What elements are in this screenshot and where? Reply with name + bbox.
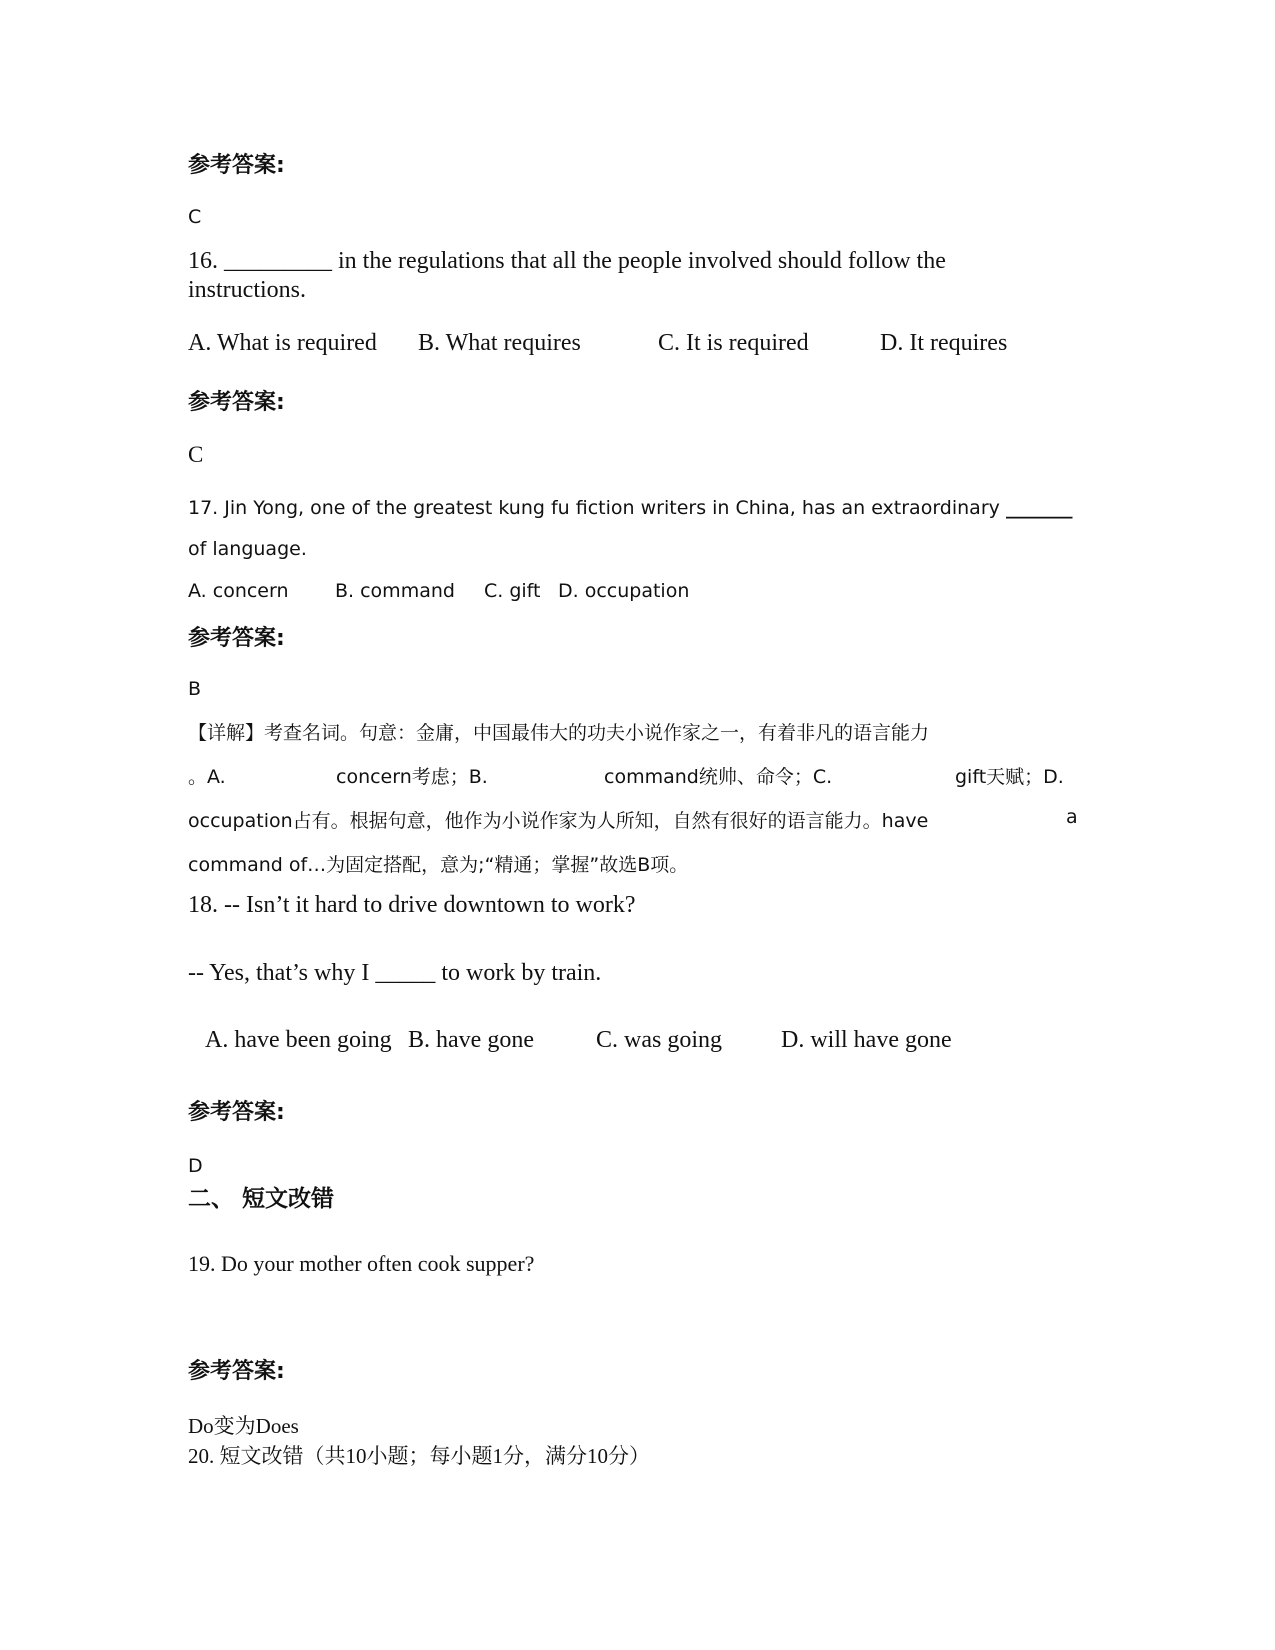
detail-explanation-line2-part1: 。A.	[188, 766, 226, 788]
question-16-option-d: D. It requires	[880, 330, 1008, 356]
question-17-option-b: B. command	[335, 580, 455, 602]
detail-explanation-line2-part4: gift天赋；D.	[955, 766, 1064, 788]
question-17-text: 17. Jin Yong, one of the greatest kung fu fiction writers in China, has an extraordinary	[188, 497, 1000, 519]
question-16-text-line2: instructions.	[188, 277, 306, 303]
ref-answer-label: 参考答案:	[188, 626, 285, 651]
answer-value: D	[188, 1155, 203, 1177]
question-19-text: 19. Do your mother often cook supper?	[188, 1251, 535, 1276]
question-16-option-b: B. What requires	[418, 330, 581, 356]
question-18-option-d: D. will have gone	[781, 1027, 952, 1053]
answer-value: C	[188, 442, 204, 467]
detail-explanation-line1: 【详解】考查名词。句意：金庸，中国最伟大的功夫小说作家之一，有着非凡的语言能力	[188, 722, 930, 744]
ref-answer-label: 参考答案:	[188, 1100, 285, 1125]
answer-value: C	[188, 206, 202, 228]
question-18-option-a: A. have been going	[205, 1027, 392, 1053]
ref-answer-label: 参考答案:	[188, 153, 285, 178]
question-17-option-c: C. gift	[484, 580, 541, 602]
question-20-text: 20. 短文改错（共10小题；每小题1分，满分10分）	[188, 1444, 650, 1468]
question-16-option-c: C. It is required	[658, 330, 809, 356]
question-17-option-d: D. occupation	[558, 580, 690, 602]
question-18-text-line2: -- Yes, that’s why I _____ to work by train.	[188, 960, 602, 986]
question-17-text-line1	[188, 497, 1072, 519]
question-17-option-a: A. concern	[188, 580, 289, 602]
answer-value: Do变为Does	[188, 1414, 299, 1438]
detail-explanation-line3-part2: a	[1066, 806, 1078, 828]
ref-answer-label: 参考答案:	[188, 390, 285, 415]
question-18-option-c: C. was going	[596, 1027, 722, 1053]
section-heading: 二、 短文改错	[188, 1186, 335, 1212]
detail-explanation-line2-part2: concern考虑；B.	[336, 766, 488, 788]
question-16-option-a: A. What is required	[188, 330, 377, 356]
question-17-text-line2: of language.	[188, 538, 307, 560]
detail-explanation-line3-part1: occupation占有。根据句意，他作为小说作家为人所知，自然有很好的语言能力。have	[188, 810, 929, 832]
answer-value: B	[188, 678, 202, 700]
detail-explanation-line4: command of…为固定搭配，意为;“精通；掌握”故选B项。	[188, 854, 689, 876]
ref-answer-label: 参考答案:	[188, 1359, 285, 1384]
question-17-blank: _______	[1005, 497, 1073, 519]
question-18-text-line1: 18. -- Isn’t it hard to drive downtown to work?	[188, 892, 636, 918]
detail-explanation-line2-part3: command统帅、命令；C.	[604, 766, 833, 788]
question-18-option-b: B. have gone	[408, 1027, 534, 1053]
question-16-text-line1: 16. _________ in the regulations that all the people involved should follow the	[188, 248, 946, 274]
